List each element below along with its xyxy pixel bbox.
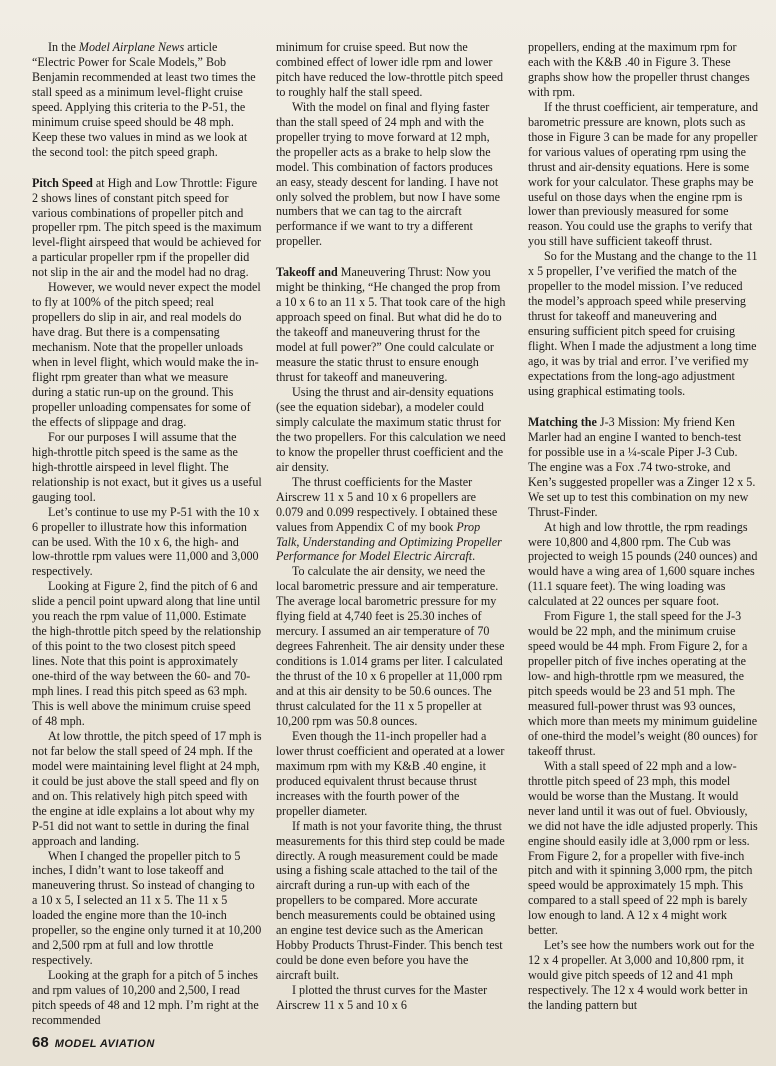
- paragraph: [32, 849, 262, 969]
- subheading: Matching the: [528, 414, 597, 429]
- subheading: Takeoff and: [276, 265, 338, 280]
- paragraph: [528, 100, 758, 250]
- text-run: With a stall speed of 22 mph and a low-throttle pitch speed of 23 mph, this model would be worse than the Mustang. It would never land until it was out of fuel. Obviously, we did not have the idle adjusted properly. This engine should easily idle at 3,000 rpm or less. From Figure 2, for a propeller with five-inch pitch and with it spinning 3,000 rpm, the pitch speed would be approximately 15 mph. This compared to a stall speed of 22 mph is barely low enough to land. A 12 x 4 might work better.: [528, 758, 758, 938]
- text-run: .: [472, 549, 476, 564]
- paragraph: [276, 100, 506, 250]
- text-run: With the model on final and flying faster than the stall speed of 24 mph and with the propeller trying to move forward at 12 mph, the propeller acts as a brake to help slow the model. This combination of factors produces an easy, steady descent for landing. I have not only solved the problem, but now I have some numbers that we can tag to the aircraft performance if we want to try a different propeller.: [276, 99, 501, 249]
- text-run: at High and Low Throttle: Figure 2 shows lines of constant pitch speed for various combinations of propeller pitch and propeller rpm. The pitch speed is the maximum level-flight airspeed that would be achieved for a particular propeller rpm if the propeller did not slip in the air and the model had no drag.: [32, 175, 262, 280]
- article-column-2: [276, 40, 506, 1013]
- page-footer: [32, 1034, 155, 1056]
- text-run: So for the Mustang and the change to the 11 x 5 propeller, I’ve verified the match of the propeller to the model mission. I’ve reduced the model’s approach speed while preserving thrust for takeoff and maneuvering and ensuring sufficient pitch speed for cruising flight. When I made the adjustment a long time ago, it was by trial and error. I’ve verified my expectations from the long-ago adjustment using graphical estimating tools.: [528, 249, 758, 398]
- text-run: article “Electric Power for Scale Models,” Bob Benjamin recommended at least two times the stall speed as a minimum level-flight cruise speed. Applying this criteria to the P-51, the minimum cruise speed should be 48 mph. Keep these two values in mind as we look at the second tool: the pitch speed graph.: [32, 40, 256, 159]
- paragraph: [32, 280, 262, 430]
- text-run: When I changed the propeller pitch to 5 inches, I didn’t want to lose takeoff and maneuvering thrust. So instead of changing to a 10 x 5, I selected an 11 x 5. The 11 x 5 loaded the engine more than the 10-inch propeller, so the engine only turned it at 10,200 and 2,500 rpm at full and low throttle respectively.: [32, 848, 262, 968]
- text-run: If the thrust coefficient, air temperature, and barometric pressure are known, plots such as those in Figure 3 can be made for any propeller for various values of operating rpm using the thrust and air-density equations. Here is some work for your calculator. These graphs may be useful on those days when the engine rpm is lower than previously measured for some reason. You could use the graphs to verify that you still have sufficient takeoff thrust.: [528, 99, 759, 249]
- text-run: Let’s continue to use my P-51 with the 10 x 6 propeller to illustrate how this information can be used. With the 10 x 6, the high- and low-throttle rpm values were 11,000 and 3,000 respectively.: [32, 504, 260, 579]
- italic-title: Prop Talk, Understanding and Optimizing Propeller Performance for Model Electric Aircraft: [276, 519, 502, 564]
- paragraph: [276, 983, 506, 1013]
- magazine-title: MODEL AVIATION: [54, 1038, 155, 1050]
- paragraph: [276, 385, 506, 475]
- page-number: 68: [32, 1034, 49, 1051]
- text-run: If math is not your favorite thing, the thrust measurements for this third step could be made directly. A rough measurement could be made using a fishing scale attached to the tail of the aircraft during a run-up with each of the propellers to be compared. More accurate bench measurements could be obtained using an engine test device such as the American Hobby Products Thrust-Finder. This bench test could be done even before you have the aircraft built.: [276, 818, 505, 983]
- text-run: From Figure 1, the stall speed for the J-3 would be 22 mph, and the minimum cruise speed would be 44 mph. From Figure 2, for a propeller pitch of five inches operating at the low- and high-throttle rpm we measured, the pitch speeds would be 23 and 51 mph. The measured full-power thrust was 93 ounces, which more than meets my minimum guideline of one-third the model’s weight (80 ounces) for takeoff thrust.: [528, 609, 758, 758]
- paragraph: [276, 40, 506, 100]
- text-run: Let’s see how the numbers work out for the 12 x 4 propeller. At 3,000 and 10,800 rpm, it would give pitch speeds of 12 and 41 mph respectively. The 12 x 4 would work better in the landing pattern but: [528, 938, 755, 1013]
- text-run: At low throttle, the pitch speed of 17 mph is not far below the stall speed of 24 mph. If the model were maintaining level flight at 24 mph, it could be just above the stall speed and fly on and on. This relatively high pitch speed with the engine at idle explains a lot about why my P-51 did not want to settle in during the final approach and landing.: [32, 728, 262, 848]
- text-run: Using the thrust and air-density equations (see the equation sidebar), a modeler could simply calculate the maximum static thrust for the two propellers. For this calculation we need to know the propeller thrust coefficient and the air density.: [276, 384, 506, 474]
- text-run: At high and low throttle, the rpm readings were 10,800 and 4,800 rpm. The Cub was projected to weigh 15 pounds (240 ounces) and would have a wing area of 1,600 square inches (11.1 square feet). The wing loading was calculated at 22 ounces per square foot.: [528, 519, 758, 609]
- text-run: I plotted the thrust curves for the Master Airscrew 11 x 5 and 10 x 6: [276, 983, 488, 1013]
- paragraph: [276, 265, 506, 385]
- subheading: Pitch Speed: [32, 175, 93, 190]
- paragraph: [32, 430, 262, 505]
- paragraph: [528, 249, 758, 399]
- article-column-3: [528, 40, 758, 1013]
- paragraph: [32, 505, 262, 580]
- paragraph: [528, 609, 758, 759]
- italic-title: Model Airplane News: [78, 40, 185, 54]
- paragraph: [276, 729, 506, 819]
- paragraph: [528, 520, 758, 610]
- article-column-1: [32, 40, 262, 1028]
- text-run: Even though the 11-inch propeller had a lower thrust coefficient and operated at a lower maximum rpm with my K&B .40 engine, it produced equivalent thrust because thrust increases with the fourth power of the propeller diameter.: [276, 728, 505, 818]
- text-run: J-3 Mission: My friend Ken Marler had an engine I wanted to bench-test for possible use in a ¼-scale Piper J-3 Cub. The engine was a Fox .74 two-stroke, and Ken’s suggested propeller was a Zinger 12 x 5. We set up to test this combination on my new Thrust-Finder.: [528, 414, 756, 519]
- text-run: For our purposes I will assume that the high-throttle pitch speed is the same as the high-throttle airspeed in level flight. The relationship is not exact, but it gives us a useful gauging tool.: [32, 429, 262, 504]
- text-run: propellers, ending at the maximum rpm for each with the K&B .40 in Figure 3. These graphs show how the propeller thrust changes with rpm.: [528, 40, 750, 99]
- paragraph: [276, 475, 506, 565]
- paragraph: [32, 40, 262, 160]
- text-run: minimum for cruise speed. But now the combined effect of lower idle rpm and lower pitch have reduced the low-throttle pitch speed to roughly half the stall speed.: [276, 40, 504, 99]
- text-run: In the: [48, 40, 79, 54]
- paragraph: [32, 729, 262, 849]
- text-run: Looking at the graph for a pitch of 5 inches and rpm values of 10,200 and 2,500, I read pitch speeds of 48 and 12 mph. I’m right at the recommended: [32, 968, 259, 1027]
- paragraph: [528, 759, 758, 938]
- text-run: Looking at Figure 2, find the pitch of 6 and slide a pencil point upward along that line until you reach the rpm value of 11,000. Estimate the high-throttle pitch speed by the relationship of this point to the two closest pitch speed lines. Note that this point is approximately one-third of the way between the 60- and 70-mph lines. I read this pitch speed as 63 mph. This is well above the minimum cruise speed of 48 mph.: [32, 579, 262, 728]
- paragraph: [32, 176, 262, 281]
- paragraph: [32, 579, 262, 729]
- paragraph: [32, 968, 262, 1028]
- paragraph: [276, 564, 506, 728]
- text-run: However, we would never expect the model to fly at 100% of the pitch speed; real propellers do slip in air, and real models do have drag. But there is a compensating mechanism. Note that the propeller unloads when in level flight, which would make the in-flight rpm greater than what we measure during a static run-up on the ground. This propeller unloading compensates for some of the effects of slippage and drag.: [32, 280, 261, 429]
- text-run: To calculate the air density, we need the local barometric pressure and air temperature. The average local barometric pressure for my flying field at 4,740 feet is 25.30 inches of mercury. I assumed an air temperature of 70 degrees Fahrenheit. The air density under these conditions is 1.014 grams per liter. I calculated the thrust of the 10 x 6 propeller at 11,000 rpm and at this air density to be 50.6 ounces. The thrust calculated for the 11 x 5 propeller at 10,200 rpm was 50.8 ounces.: [276, 564, 505, 728]
- text-run: Maneuvering Thrust: Now you might be thinking, “He changed the prop from a 10 x 6 to an 11 x 5. That took care of the high approach speed on final. But what did he do to the takeoff and maneuvering thrust for the model at full power?” One could calculate or measure the static thrust to ensure enough thrust for takeoff and maneuvering.: [276, 265, 506, 385]
- paragraph: [276, 819, 506, 983]
- text-run: The thrust coefficients for the Master Airscrew 11 x 5 and 10 x 6 propellers are 0.079 and 0.099 respectively. I obtained these values from Appendix C of my book: [276, 474, 498, 534]
- paragraph: [528, 415, 758, 520]
- paragraph: [528, 938, 758, 1013]
- paragraph: [528, 40, 758, 100]
